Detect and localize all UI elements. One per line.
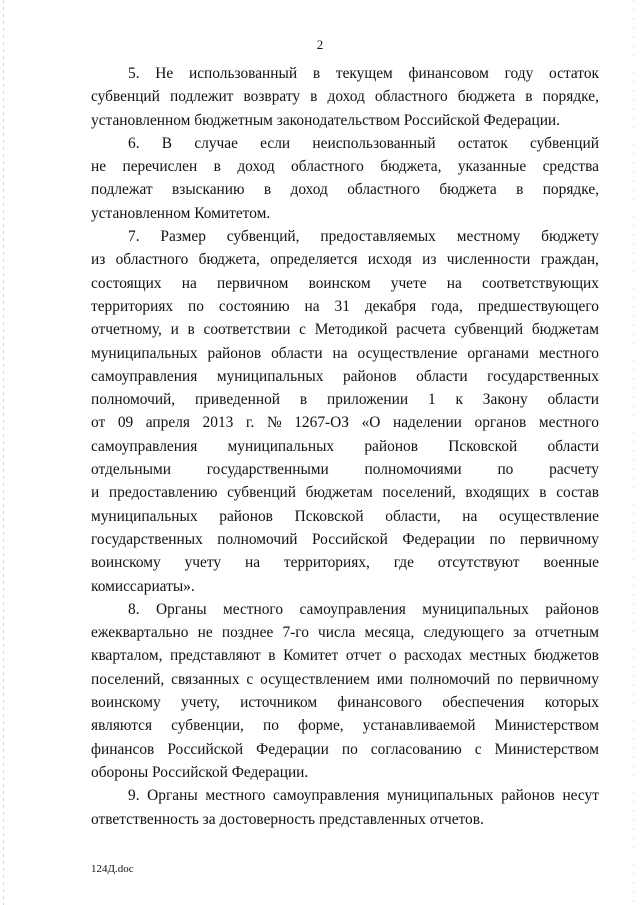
word: области [416, 367, 468, 385]
word: по [497, 670, 513, 688]
text-line [91, 435, 599, 458]
text-line [91, 598, 599, 621]
word: месяца, [364, 624, 415, 642]
word: отчетному, [91, 321, 162, 339]
word: по [497, 461, 514, 479]
word: в [263, 181, 272, 199]
word: являются [91, 717, 153, 735]
word: году [504, 65, 534, 82]
word: по [263, 717, 279, 735]
word: Псковской [448, 437, 518, 455]
word: доход [290, 181, 328, 199]
word: соответствии [203, 321, 291, 339]
text-line: комиссариаты». [91, 577, 195, 595]
word: в [299, 391, 308, 409]
word: районов [219, 507, 273, 525]
page-number: 2 [316, 37, 324, 52]
word: представляют [169, 647, 261, 665]
word: полномочий [217, 530, 298, 548]
word: местных [469, 647, 527, 665]
word: бюджетам [305, 484, 373, 502]
word: в [213, 158, 221, 176]
text-line [91, 132, 599, 155]
word: 1 [427, 391, 436, 409]
word: субвенций, [226, 228, 300, 246]
word: воинскому [91, 694, 161, 712]
word: не [91, 158, 107, 176]
text-line [91, 62, 599, 85]
text-line [91, 342, 599, 365]
word: 09 [117, 414, 134, 432]
word: в [187, 321, 195, 339]
word: в [516, 181, 524, 199]
word: муниципальных [91, 344, 198, 362]
word: в [539, 484, 547, 502]
word: в [525, 88, 533, 106]
word: Министерством [494, 717, 599, 735]
word: несут [562, 787, 599, 805]
word: предоставляемых [320, 228, 436, 246]
word: текущем [335, 65, 393, 82]
paragraph-p7 [91, 225, 599, 598]
word: и [91, 484, 100, 502]
paragraph-p5 [91, 62, 599, 132]
word: бюджета [439, 181, 497, 199]
text-line [91, 528, 599, 551]
word: в [312, 65, 321, 82]
paragraph-p9 [91, 784, 599, 831]
text-line [91, 272, 599, 295]
word: субвенций [91, 88, 160, 106]
text-line [91, 505, 599, 528]
word: районов [501, 787, 555, 805]
word: муниципальных [91, 507, 198, 525]
word: с [246, 670, 254, 688]
word: расчету [549, 461, 599, 479]
word: кварталом, [91, 647, 163, 665]
word: форме, [298, 717, 344, 735]
text-line [91, 668, 599, 691]
word: районов [207, 344, 262, 362]
word: случае [194, 134, 238, 152]
word: Органы [156, 600, 207, 618]
word: возврату [243, 88, 301, 106]
word: субвенций [227, 484, 297, 502]
word: поселений, [382, 484, 456, 502]
word: 7-го [282, 624, 309, 642]
scan-edge-left [3, 0, 4, 905]
text-line [91, 738, 599, 761]
word: № [266, 414, 282, 432]
word: воинскому [91, 554, 161, 572]
word: органами [467, 344, 529, 362]
word: на [446, 274, 462, 292]
paragraph-p6 [91, 132, 599, 225]
word: самоуправления [91, 367, 198, 385]
word: от [91, 414, 106, 432]
word: бюджету [541, 228, 599, 246]
word: указанные [457, 158, 527, 176]
text-line [91, 714, 599, 737]
word: подлежат [91, 181, 153, 199]
word: «О [361, 414, 381, 432]
word: государственных [487, 367, 599, 385]
word: самоуправления [273, 787, 380, 805]
word: поселений, [91, 670, 165, 688]
word: состоянию [218, 297, 290, 315]
word: связанных [171, 670, 240, 688]
word: порядке, [542, 181, 599, 199]
word: Российской [312, 530, 388, 548]
word: взысканию [171, 181, 245, 199]
word: бюджета [457, 88, 516, 106]
word: муниципальных [386, 787, 494, 805]
word: 1267-ОЗ [294, 414, 349, 432]
word: устанавливаемой [362, 717, 476, 735]
word: обеспечения [442, 694, 525, 712]
word: подлежит [169, 88, 234, 106]
word: наделении [392, 414, 462, 432]
word: отсутствуют [437, 554, 520, 572]
word: первичному [519, 670, 599, 688]
word: области [547, 437, 599, 455]
word: Федерации [256, 740, 329, 758]
text-line [91, 365, 599, 388]
word: отчет [345, 647, 382, 665]
word: В [161, 134, 173, 152]
word: Федерации [402, 530, 475, 548]
word: из [91, 251, 106, 269]
word: 2013 [202, 414, 234, 432]
word: остаток [457, 134, 508, 152]
word: субвенций [530, 134, 599, 152]
word: бюджетам [531, 321, 599, 339]
word: местного [222, 600, 284, 618]
word: территориях [91, 297, 174, 315]
word: позднее [221, 624, 274, 642]
word: осуществление [499, 507, 599, 525]
word: муниципальных [227, 437, 335, 455]
scan-edge-right [633, 0, 634, 905]
word: по [188, 297, 204, 315]
text-line [91, 551, 599, 574]
word: самоуправления [299, 600, 406, 618]
word: доход [327, 88, 365, 106]
word: органов [474, 414, 527, 432]
word: первичному [519, 530, 599, 548]
word: о [388, 647, 397, 665]
word: 5. [128, 65, 140, 82]
word: субвенций [454, 321, 524, 339]
text-line [91, 155, 599, 178]
word: Закону [482, 391, 528, 409]
word: Размер [160, 228, 206, 246]
word: отдельными [91, 461, 171, 479]
word: на [181, 274, 197, 292]
text-line: обороны Российской Федерации. [91, 763, 309, 781]
word: бюджета, [380, 158, 442, 176]
word: где [393, 554, 414, 572]
word: определяется [270, 251, 358, 269]
word: полномочий [409, 670, 491, 688]
word: к [455, 391, 463, 409]
word: муниципальных [422, 600, 529, 618]
text-line [91, 411, 599, 434]
word: финансовом [408, 65, 489, 82]
text-line [91, 318, 599, 341]
paragraph-p8 [91, 598, 599, 784]
word: 8. [128, 600, 140, 618]
word: в [310, 88, 318, 106]
word: областного [115, 251, 189, 269]
text-line [91, 295, 599, 318]
word: апреля [145, 414, 190, 432]
word: соответствующих [482, 274, 599, 292]
text-line [91, 225, 599, 248]
footer-filename: 124Д.doc [91, 863, 134, 875]
word: полномочиями [364, 461, 462, 479]
word: следующего [423, 624, 504, 642]
word: неиспользованный [312, 134, 436, 152]
text-line: ответственность за достоверность представленных отчетов. [91, 810, 484, 828]
word: не [197, 624, 213, 642]
word: учету, [181, 694, 220, 712]
word: числа [318, 624, 356, 642]
word: военные [543, 554, 599, 572]
text-line [91, 481, 599, 504]
word: порядке, [542, 88, 599, 106]
text-line [91, 784, 599, 807]
word: бюджета, [198, 251, 260, 269]
word: на [462, 507, 478, 525]
word: районов [342, 367, 397, 385]
word: полномочий, [91, 391, 176, 409]
text-line [91, 458, 599, 481]
word: перечислен [122, 158, 198, 176]
word: на [304, 297, 320, 315]
word: местного [538, 414, 599, 432]
word: местного [538, 344, 599, 362]
word: осуществлением [260, 670, 370, 688]
text-line [91, 85, 599, 108]
text-line: установленном бюджетным законодательством Российской Федерации. [91, 111, 561, 129]
word: Органы [147, 787, 198, 805]
word: финансового [337, 694, 422, 712]
word: г. [245, 414, 255, 432]
word: в [268, 647, 276, 665]
word: государственных [91, 530, 203, 548]
word: Псковской [294, 507, 364, 525]
text-line: установленном Комитетом. [91, 204, 271, 222]
word: первичном [216, 274, 289, 292]
word: численности [446, 251, 531, 269]
word: 31 [334, 297, 350, 315]
word: расходах [404, 647, 462, 665]
word: Российской [167, 740, 244, 758]
word: областного [291, 158, 364, 176]
word: учету [184, 554, 222, 572]
word: доход [237, 158, 275, 176]
word: области [271, 344, 323, 362]
word: остаток [549, 65, 599, 82]
word: Методикой [314, 321, 388, 339]
word: по [341, 740, 358, 758]
word: на [244, 554, 261, 572]
word: состав [556, 484, 599, 502]
word: с [299, 321, 306, 339]
word: ими [376, 670, 403, 688]
word: областного [374, 88, 448, 106]
text-line [91, 388, 599, 411]
word: районов [545, 600, 599, 618]
word: областного [347, 181, 420, 199]
word: согласованию [370, 740, 462, 758]
word: состоящих [91, 274, 162, 292]
word: ежеквартально [91, 624, 189, 642]
word: самоуправления [91, 437, 198, 455]
document-body [91, 62, 599, 831]
text-line [91, 644, 599, 667]
word: использованный [188, 65, 298, 82]
word: отчетным [535, 624, 599, 642]
word: входящих [465, 484, 530, 502]
word: учете [390, 274, 427, 292]
word: области [547, 391, 599, 409]
word: за [513, 624, 526, 642]
word: приложении [326, 391, 409, 409]
word: районов [364, 437, 419, 455]
word: и [170, 321, 179, 339]
word: с [474, 740, 482, 758]
word: Не [155, 65, 174, 82]
word: из [422, 251, 437, 269]
word: государственными [206, 461, 329, 479]
text-line [91, 248, 599, 271]
word: местному [456, 228, 521, 246]
word: предоставлению [108, 484, 218, 502]
text-line [91, 178, 599, 201]
word: 7. [128, 228, 140, 246]
word: Комитет [283, 647, 339, 665]
word: 6. [128, 134, 140, 152]
word: которых [544, 694, 599, 712]
word: финансов [91, 740, 155, 758]
word: предшествующего [477, 297, 599, 315]
word: года, [431, 297, 463, 315]
text-line [91, 691, 599, 714]
word: граждан, [540, 251, 599, 269]
word: местного [205, 787, 266, 805]
word: территориях, [283, 554, 370, 572]
text-line [91, 621, 599, 644]
word: источником [240, 694, 318, 712]
word: средства [542, 158, 599, 176]
word: Министерством [494, 740, 599, 758]
word: по [489, 530, 506, 548]
word: бюджетов [533, 647, 599, 665]
word: приведенной [194, 391, 281, 409]
word: осуществление [357, 344, 458, 362]
word: расчета [396, 321, 446, 339]
word: если [260, 134, 291, 152]
word: области, [385, 507, 441, 525]
word: муниципальных [216, 367, 324, 385]
word: декабря [364, 297, 417, 315]
word: воинском [308, 274, 371, 292]
word: исходя [367, 251, 412, 269]
word: субвенции, [171, 717, 244, 735]
word: 9. [128, 787, 140, 805]
word: на [332, 344, 348, 362]
